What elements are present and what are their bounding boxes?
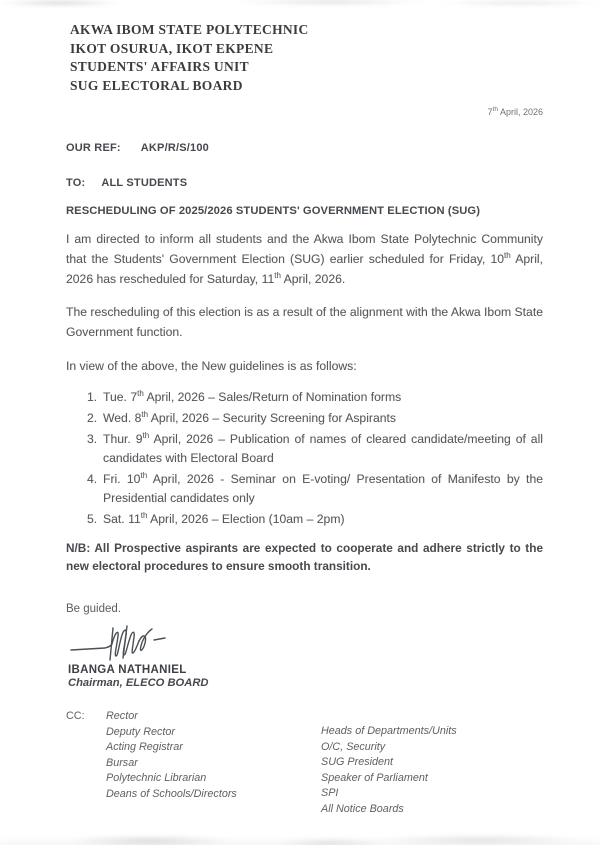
reference-value: AKP/R/S/100 [140, 142, 209, 154]
letter-date [66, 106, 543, 117]
guideline-text-post: April, 2026 – Publication of names of cleared candidate/meeting of all candidates with Electoral Board [103, 432, 543, 466]
date-day: 7 [487, 107, 493, 117]
paragraph-text: April, 2026. [280, 272, 346, 286]
guideline-text [103, 430, 543, 468]
signature-scribble [68, 621, 208, 667]
letterhead-line-2: IKOT OSURUA, IKOT EKPENE [70, 40, 274, 56]
cc-label: CC: [66, 710, 85, 723]
letterhead [70, 21, 543, 95]
guideline-text-pre: Thur. 9 [103, 432, 143, 447]
cc-item: SPI [321, 787, 339, 800]
ordinal-suffix: th [142, 431, 150, 441]
guideline-text-pre: Tue. 7 [103, 390, 138, 405]
paragraph-text: I am directed to inform all students and the Akwa Ibom State Polytechnic Community that the Students' Government Election (SUG) earlier scheduled for Friday, 10 [66, 232, 543, 266]
cc-item: Deans of Schools/Directors [106, 787, 237, 800]
guideline-text-post: April, 2026 – Sales/Return of Nomination forms [143, 390, 402, 405]
guideline-text-pre: Fri. 10 [103, 472, 141, 487]
guideline-text-pre: Sat. 11 [103, 512, 141, 527]
guideline-item-3 [87, 430, 543, 468]
body-paragraph-1 [66, 229, 543, 289]
cc-block [66, 709, 543, 817]
date-ordinal: th [492, 106, 498, 113]
guideline-text-post: April, 2026 - Seminar on E-voting/ Presentation of Manifesto by the Presidential candidates only [103, 472, 544, 506]
subject-line: RESCHEDULING OF 2025/2026 STUDENTS' GOVERNMENT ELECTION (SUG) [66, 205, 481, 217]
letter-content [66, 0, 543, 817]
signature-block [68, 621, 543, 689]
date-month-year: April, 2026 [497, 107, 543, 117]
guideline-number: 3. [87, 432, 98, 447]
guideline-item-5 [87, 510, 543, 529]
signatory-name: IBANGA NATHANIEL [68, 664, 187, 677]
ordinal-suffix: th [140, 471, 148, 481]
cc-item: Bursar [106, 756, 138, 769]
ordinal-suffix: th [504, 250, 511, 260]
cc-item: All Notice Boards [321, 802, 404, 815]
body-paragraph-3: In view of the above, the New guidelines is as follows: [66, 359, 357, 373]
guidelines-list [66, 388, 543, 529]
guideline-number: 1. [87, 390, 98, 405]
letterhead-line-1: AKWA IBOM STATE POLYTECHNIC [70, 22, 309, 37]
guideline-number: 4. [87, 472, 98, 487]
reference-row [66, 142, 543, 154]
guideline-item-1 [87, 388, 543, 407]
guideline-text [103, 409, 543, 428]
guideline-text-post: April, 2026 – Election (10am – 2pm) [147, 512, 345, 527]
ordinal-suffix: th [274, 270, 281, 280]
guideline-text [103, 470, 543, 508]
ordinal-suffix: th [140, 511, 148, 521]
letterhead-line-3: STUDENTS' AFFAIRS UNIT [70, 59, 249, 74]
cc-item: Deputy Rector [106, 725, 176, 738]
guideline-text [103, 388, 543, 407]
guideline-text [103, 510, 543, 529]
cc-item: O/C, Security [321, 740, 386, 753]
recipient-row [66, 177, 543, 189]
guideline-text-post: April, 2026 – Security Screening for Aspirants [148, 411, 397, 426]
guideline-number: 2. [87, 411, 98, 426]
reference-label: OUR REF: [66, 142, 121, 154]
note-paragraph: N/B: All Prospective aspirants are expected to cooperate and adhere strictly to the new electoral procedures to ensure smooth transition. [66, 541, 543, 573]
body-paragraph-2: The rescheduling of this election is as a result of the alignment with the Akwa Ibom State Government function. [66, 305, 543, 339]
recipient-value: ALL STUDENTS [101, 177, 188, 189]
ordinal-suffix: th [141, 410, 149, 420]
cc-list-right [321, 724, 457, 817]
cc-item: Speaker of Parliament [321, 771, 428, 784]
guideline-item-2 [87, 409, 543, 428]
cc-item: Polytechnic Librarian [106, 772, 207, 785]
recipient-label: TO: [66, 177, 86, 189]
cc-list-left [106, 709, 321, 817]
guideline-text-pre: Wed. 8 [103, 411, 142, 426]
scan-artifact-bottom [0, 825, 600, 845]
cc-item: Acting Registrar [106, 741, 183, 754]
closing-text: Be guided. [66, 603, 121, 616]
ordinal-suffix: th [137, 389, 144, 399]
guideline-number: 5. [87, 512, 98, 527]
cc-item: SUG President [321, 756, 394, 769]
cc-item: Rector [106, 710, 138, 723]
letterhead-line-4: SUG ELECTORAL BOARD [70, 77, 243, 93]
guideline-item-4 [87, 470, 543, 508]
paragraph-text: April, 2026 has rescheduled for Saturday, 11 [66, 252, 543, 286]
cc-item: Heads of Departments/Units [321, 725, 457, 738]
signatory-title: Chairman, ELECO BOARD [68, 677, 209, 690]
